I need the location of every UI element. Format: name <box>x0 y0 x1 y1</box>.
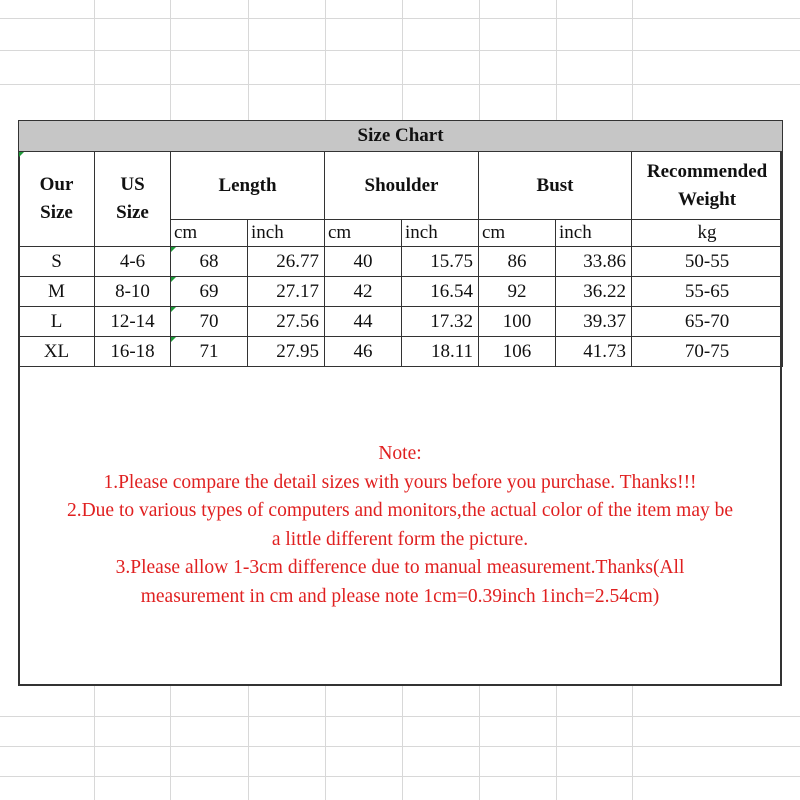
table-row <box>19 307 783 337</box>
cell-shoulder-cm: 46 <box>325 337 402 367</box>
unit-weight-kg: kg <box>632 220 783 247</box>
cell-shoulder-inch: 18.11 <box>402 337 479 367</box>
cell-bust-inch: 39.37 <box>556 307 632 337</box>
cell-length-inch: 26.77 <box>248 247 325 277</box>
cell-shoulder-cm: 42 <box>325 277 402 307</box>
cell-our-size: XL <box>19 337 95 367</box>
note-line: measurement in cm and please note 1cm=0.39inch 1inch=2.54cm) <box>140 585 660 607</box>
cell-length-cm: 68 <box>171 247 248 277</box>
size-chart-table <box>18 120 783 367</box>
header-label: Weight <box>678 188 737 210</box>
grid-line <box>0 776 800 777</box>
cell-bust-inch: 33.86 <box>556 247 632 277</box>
header-length: Length <box>171 152 325 220</box>
note-line: a little different form the picture. <box>271 528 529 550</box>
cell-length-cm: 69 <box>171 277 248 307</box>
note-line: 2.Due to various types of computers and monitors,the actual color of the item may be <box>66 500 734 521</box>
table-row <box>19 247 783 277</box>
cell-length-cm: 70 <box>171 307 248 337</box>
cell-shoulder-inch: 17.32 <box>402 307 479 337</box>
note-line: 1.Please compare the detail sizes with yours before you purchase. Thanks!!! <box>103 471 697 493</box>
header-shoulder: Shoulder <box>325 152 479 220</box>
cell-length-cm: 71 <box>171 337 248 367</box>
cell-bust-cm: 92 <box>479 277 556 307</box>
cell-weight: 50-55 <box>632 247 783 277</box>
header-us-size <box>95 152 171 247</box>
cell-our-size: S <box>19 247 95 277</box>
cell-length-inch: 27.17 <box>248 277 325 307</box>
grid-line <box>0 50 800 51</box>
unit-bust-inch: inch <box>556 220 632 247</box>
cell-us-size: 16-18 <box>95 337 171 367</box>
header-label: Size <box>116 202 149 223</box>
unit-length-inch: inch <box>248 220 325 247</box>
cell-bust-cm: 86 <box>479 247 556 277</box>
header-our-size <box>19 152 95 247</box>
cell-shoulder-inch: 15.75 <box>402 247 479 277</box>
cell-bust-inch: 41.73 <box>556 337 632 367</box>
cell-length-inch: 27.95 <box>248 337 325 367</box>
cell-our-size: M <box>19 277 95 307</box>
note-line: 3.Please allow 1-3cm difference due to manual measurement.Thanks(All <box>115 557 685 578</box>
cell-us-size: 8-10 <box>95 277 171 307</box>
notes-block <box>18 440 782 611</box>
cell-us-size: 12-14 <box>95 307 171 337</box>
grid-line <box>0 18 800 19</box>
table-row <box>19 277 783 307</box>
cell-bust-inch: 36.22 <box>556 277 632 307</box>
cell-weight: 55-65 <box>632 277 783 307</box>
unit-shoulder-inch: inch <box>402 220 479 247</box>
cell-shoulder-cm: 40 <box>325 247 402 277</box>
table-title: Size Chart <box>19 121 783 152</box>
header-label: Our <box>39 174 74 195</box>
cell-shoulder-cm: 44 <box>325 307 402 337</box>
header-label: Recommended <box>646 160 768 182</box>
cell-length-inch: 27.56 <box>248 307 325 337</box>
cell-bust-cm: 100 <box>479 307 556 337</box>
unit-bust-cm: cm <box>479 220 556 247</box>
cell-shoulder-inch: 16.54 <box>402 277 479 307</box>
grid-line <box>0 84 800 85</box>
header-label: US <box>120 174 145 195</box>
table-row <box>19 337 783 367</box>
note-heading: Note: <box>378 443 422 464</box>
cell-bust-cm: 106 <box>479 337 556 367</box>
cell-weight: 65-70 <box>632 307 783 337</box>
header-label: Size <box>40 202 73 223</box>
cell-our-size: L <box>19 307 95 337</box>
cell-us-size: 4-6 <box>95 247 171 277</box>
header-bust: Bust <box>479 152 632 220</box>
header-weight <box>632 152 783 220</box>
unit-length-cm: cm <box>171 220 248 247</box>
unit-shoulder-cm: cm <box>325 220 402 247</box>
grid-line <box>0 716 800 717</box>
cell-weight: 70-75 <box>632 337 783 367</box>
grid-line <box>0 746 800 747</box>
